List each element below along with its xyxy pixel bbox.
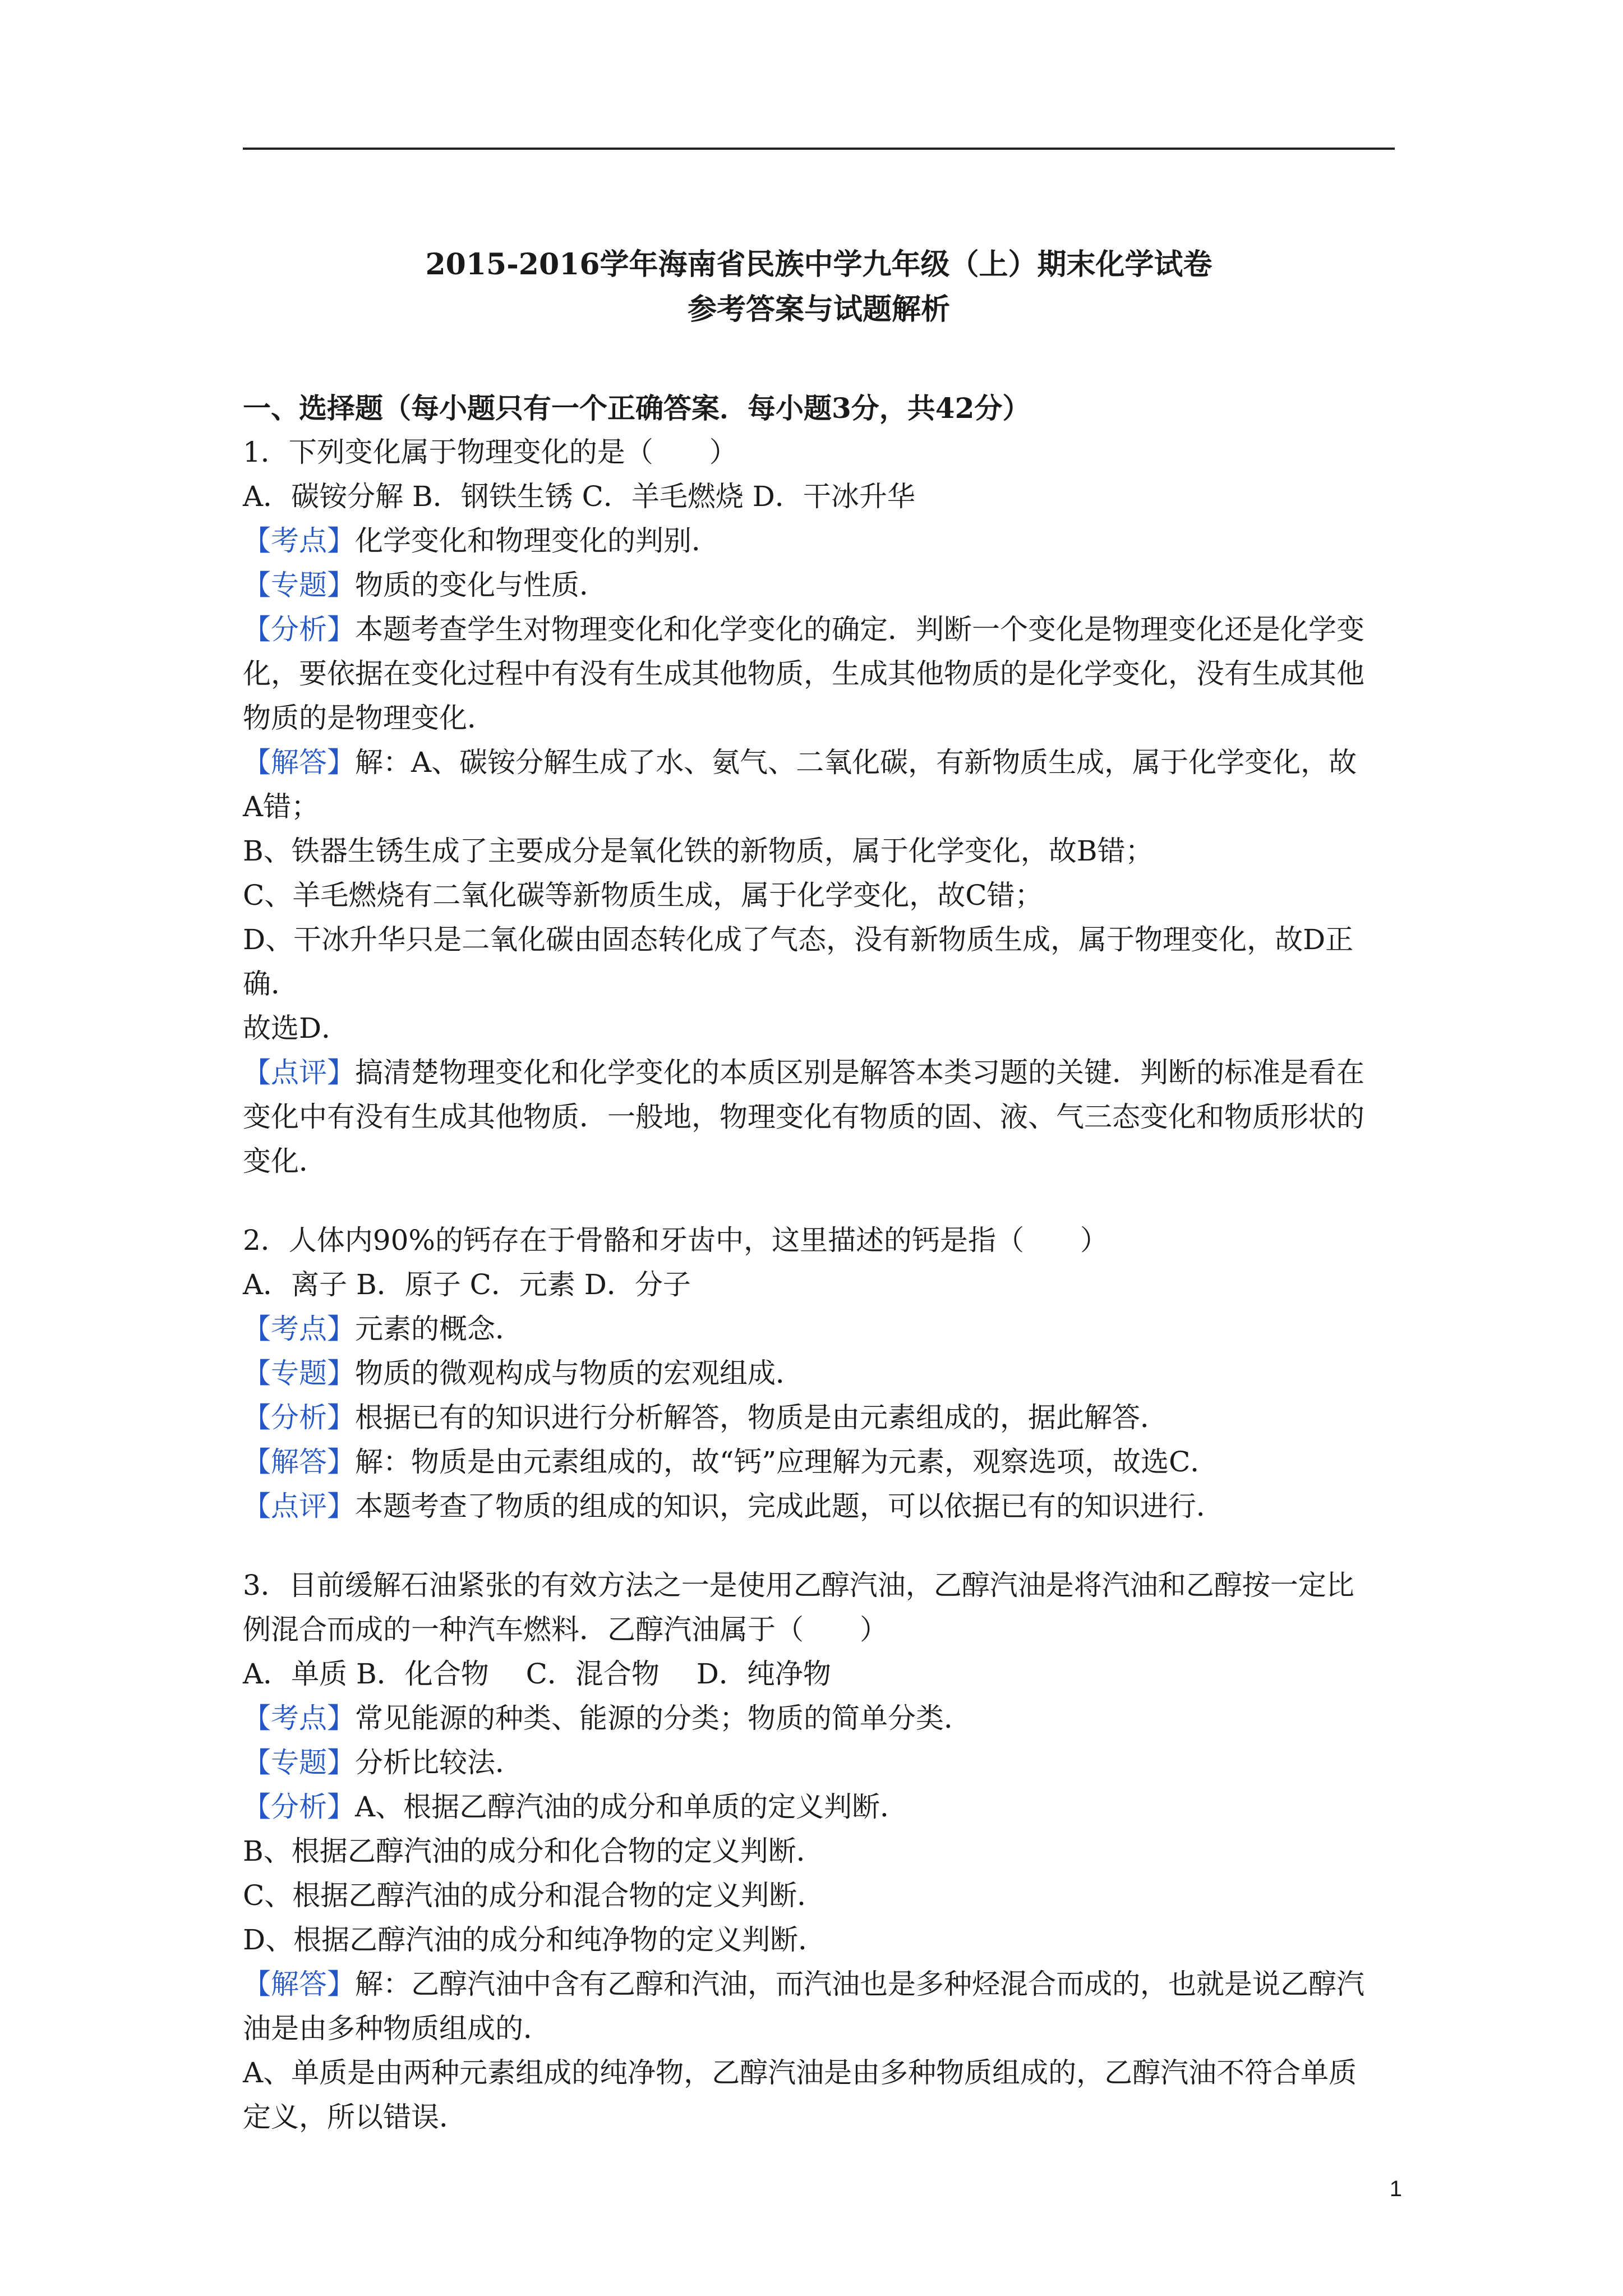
analysis-text: B、铁器生锈生成了主要成分是氧化铁的新物质，属于化学变化，故B错；: [243, 835, 1154, 867]
analysis-line: [243, 918, 1395, 962]
question-2: [243, 1218, 1395, 1529]
analysis-text: D、根据乙醇汽油的成分和纯净物的定义判断．: [243, 1924, 827, 1956]
analysis-text: 搞清楚物理变化和化学变化的本质区别是解答本类习题的关键．判断的标准是看在: [355, 1056, 1364, 1089]
question-options: A．碳铵分解 B．钢铁生锈 C．羊毛燃烧 D．干冰升华: [243, 480, 915, 513]
analysis-line: [243, 962, 1395, 1006]
analysis-line: [243, 873, 1395, 918]
header-rule: [243, 148, 1395, 150]
doc-subtitle: 参考答案与试题解析: [687, 292, 950, 326]
question-3: [243, 1563, 1395, 2139]
analysis-text: 化学变化和物理变化的判别．: [355, 524, 720, 557]
analysis-line: [243, 1139, 1395, 1184]
analysis-line: [243, 829, 1395, 873]
analysis-line: [243, 1440, 1395, 1484]
analysis-line: [243, 2095, 1395, 2139]
analysis-line: [243, 1006, 1395, 1051]
analysis-line: [243, 740, 1395, 785]
analysis-tag: 【解答】: [243, 746, 355, 779]
analysis-line: [243, 2051, 1395, 2095]
analysis-text: 变化中有没有生成其他物质．一般地，物理变化有物质的固、液、气三态变化和物质形状的: [243, 1101, 1364, 1133]
question-gap: [243, 1184, 1395, 1218]
analysis-tag: 【分析】: [243, 1791, 355, 1823]
title-block: [243, 242, 1395, 332]
question-stem-line: 例混合而成的一种汽车燃料．乙醇汽油属于（ ）: [243, 1613, 888, 1646]
analysis-text: 物质的微观构成与物质的宏观组成．: [355, 1357, 804, 1389]
analysis-text: 解：A、碳铵分解生成了水、氨气、二氧化碳，有新物质生成，属于化学变化，故: [355, 746, 1357, 779]
analysis-text: A、根据乙醇汽油的成分和单质的定义判断．: [355, 1791, 909, 1823]
analysis-line: [243, 1396, 1395, 1440]
analysis-text: 元素的概念．: [355, 1313, 523, 1345]
doc-title: 2015-2016学年海南省民族中学九年级（上）期末化学试卷: [425, 247, 1212, 282]
analysis-line: [243, 1696, 1395, 1741]
analysis-line: [243, 2007, 1395, 2051]
analysis-tag: 【专题】: [243, 1746, 355, 1779]
analysis-line: [243, 1785, 1395, 1829]
question-stem-line: 2．人体内90%的钙存在于骨骼和牙齿中，这里描述的钙是指（ ）: [243, 1224, 1108, 1257]
analysis-text: A、单质是由两种元素组成的纯净物，乙醇汽油是由多种物质组成的，乙醇汽油不符合单质: [243, 2056, 1357, 2089]
analysis-line: [243, 1874, 1395, 1918]
analysis-text: B、根据乙醇汽油的成分和化合物的定义判断．: [243, 1835, 824, 1867]
analysis-tag: 【解答】: [243, 1446, 355, 1478]
analysis-text: 本题考查了物质的组成的知识，完成此题，可以依据已有的知识进行．: [355, 1490, 1224, 1522]
analysis-text: 常见能源的种类、能源的分类；物质的简单分类．: [355, 1702, 972, 1734]
analysis-tag: 【专题】: [243, 569, 355, 601]
analysis-text: 变化．: [243, 1145, 327, 1177]
analysis-text: 定义，所以错误．: [243, 2101, 467, 2133]
analysis-text: 根据已有的知识进行分析解答，物质是由元素组成的，据此解答．: [355, 1401, 1168, 1434]
analysis-tag: 【考点】: [243, 1313, 355, 1345]
question-gap: [243, 1529, 1395, 1563]
question-stem-line: 1．下列变化属于物理变化的是（ ）: [243, 436, 737, 468]
analysis-line: [243, 1307, 1395, 1351]
analysis-line: [243, 652, 1395, 696]
document-content: [243, 386, 1395, 2139]
section-heading: 一、选择题（每小题只有一个正确答案．每小题3分，共42分）: [243, 392, 1031, 425]
analysis-text: 物质的是物理变化．: [243, 702, 495, 734]
question-options: A．离子 B．原子 C．元素 D．分子: [243, 1268, 691, 1301]
page-number: 1: [1389, 2177, 1402, 2201]
analysis-line: [243, 608, 1395, 652]
analysis-text: 物质的变化与性质．: [355, 569, 607, 601]
analysis-tag: 【专题】: [243, 1357, 355, 1389]
question-1: [243, 430, 1395, 1184]
analysis-line: [243, 1095, 1395, 1139]
analysis-text: 确．: [243, 968, 299, 1000]
analysis-line: [243, 1962, 1395, 2007]
analysis-text: 故选D．: [243, 1012, 350, 1045]
analysis-line: [243, 1829, 1395, 1874]
analysis-text: 分析比较法．: [355, 1746, 523, 1779]
analysis-tag: 【分析】: [243, 613, 355, 646]
analysis-text: 解：乙醇汽油中含有乙醇和汽油，而汽油也是多种烃混合而成的，也就是说乙醇汽: [355, 1968, 1364, 2000]
analysis-tag: 【分析】: [243, 1401, 355, 1434]
question-options: A．单质 B．化合物 C．混合物 D．纯净物: [243, 1658, 831, 1690]
analysis-tag: 【点评】: [243, 1056, 355, 1089]
analysis-text: C、羊毛燃烧有二氧化碳等新物质生成，属于化学变化，故C错；: [243, 879, 1043, 912]
analysis-text: D、干冰升华只是二氧化碳由固态转化成了气态，没有新物质生成，属于物理变化，故D正: [243, 923, 1354, 956]
analysis-line: [243, 519, 1395, 563]
analysis-line: [243, 696, 1395, 740]
analysis-tag: 【解答】: [243, 1968, 355, 2000]
analysis-text: 油是由多种物质组成的．: [243, 2012, 551, 2045]
analysis-line: [243, 1351, 1395, 1396]
analysis-text: 解：物质是由元素组成的，故“钙”应理解为元素，观察选项，故选C．: [355, 1446, 1219, 1478]
analysis-line: [243, 1484, 1395, 1529]
question-stem-line: 3．目前缓解石油紧张的有效方法之一是使用乙醇汽油，乙醇汽油是将汽油和乙醇按一定比: [243, 1569, 1354, 1602]
analysis-line: [243, 1051, 1395, 1095]
analysis-line: [243, 785, 1395, 829]
analysis-line: [243, 563, 1395, 608]
analysis-text: A错；: [243, 790, 320, 823]
analysis-tag: 【点评】: [243, 1490, 355, 1522]
analysis-text: 化，要依据在变化过程中有没有生成其他物质，生成其他物质的是化学变化，没有生成其他: [243, 657, 1364, 690]
analysis-text: C、根据乙醇汽油的成分和混合物的定义判断．: [243, 1879, 826, 1912]
analysis-tag: 【考点】: [243, 524, 355, 557]
analysis-tag: 【考点】: [243, 1702, 355, 1734]
analysis-line: [243, 1918, 1395, 1962]
analysis-line: [243, 1741, 1395, 1785]
analysis-text: 本题考查学生对物理变化和化学变化的确定．判断一个变化是物理变化还是化学变: [355, 613, 1364, 646]
